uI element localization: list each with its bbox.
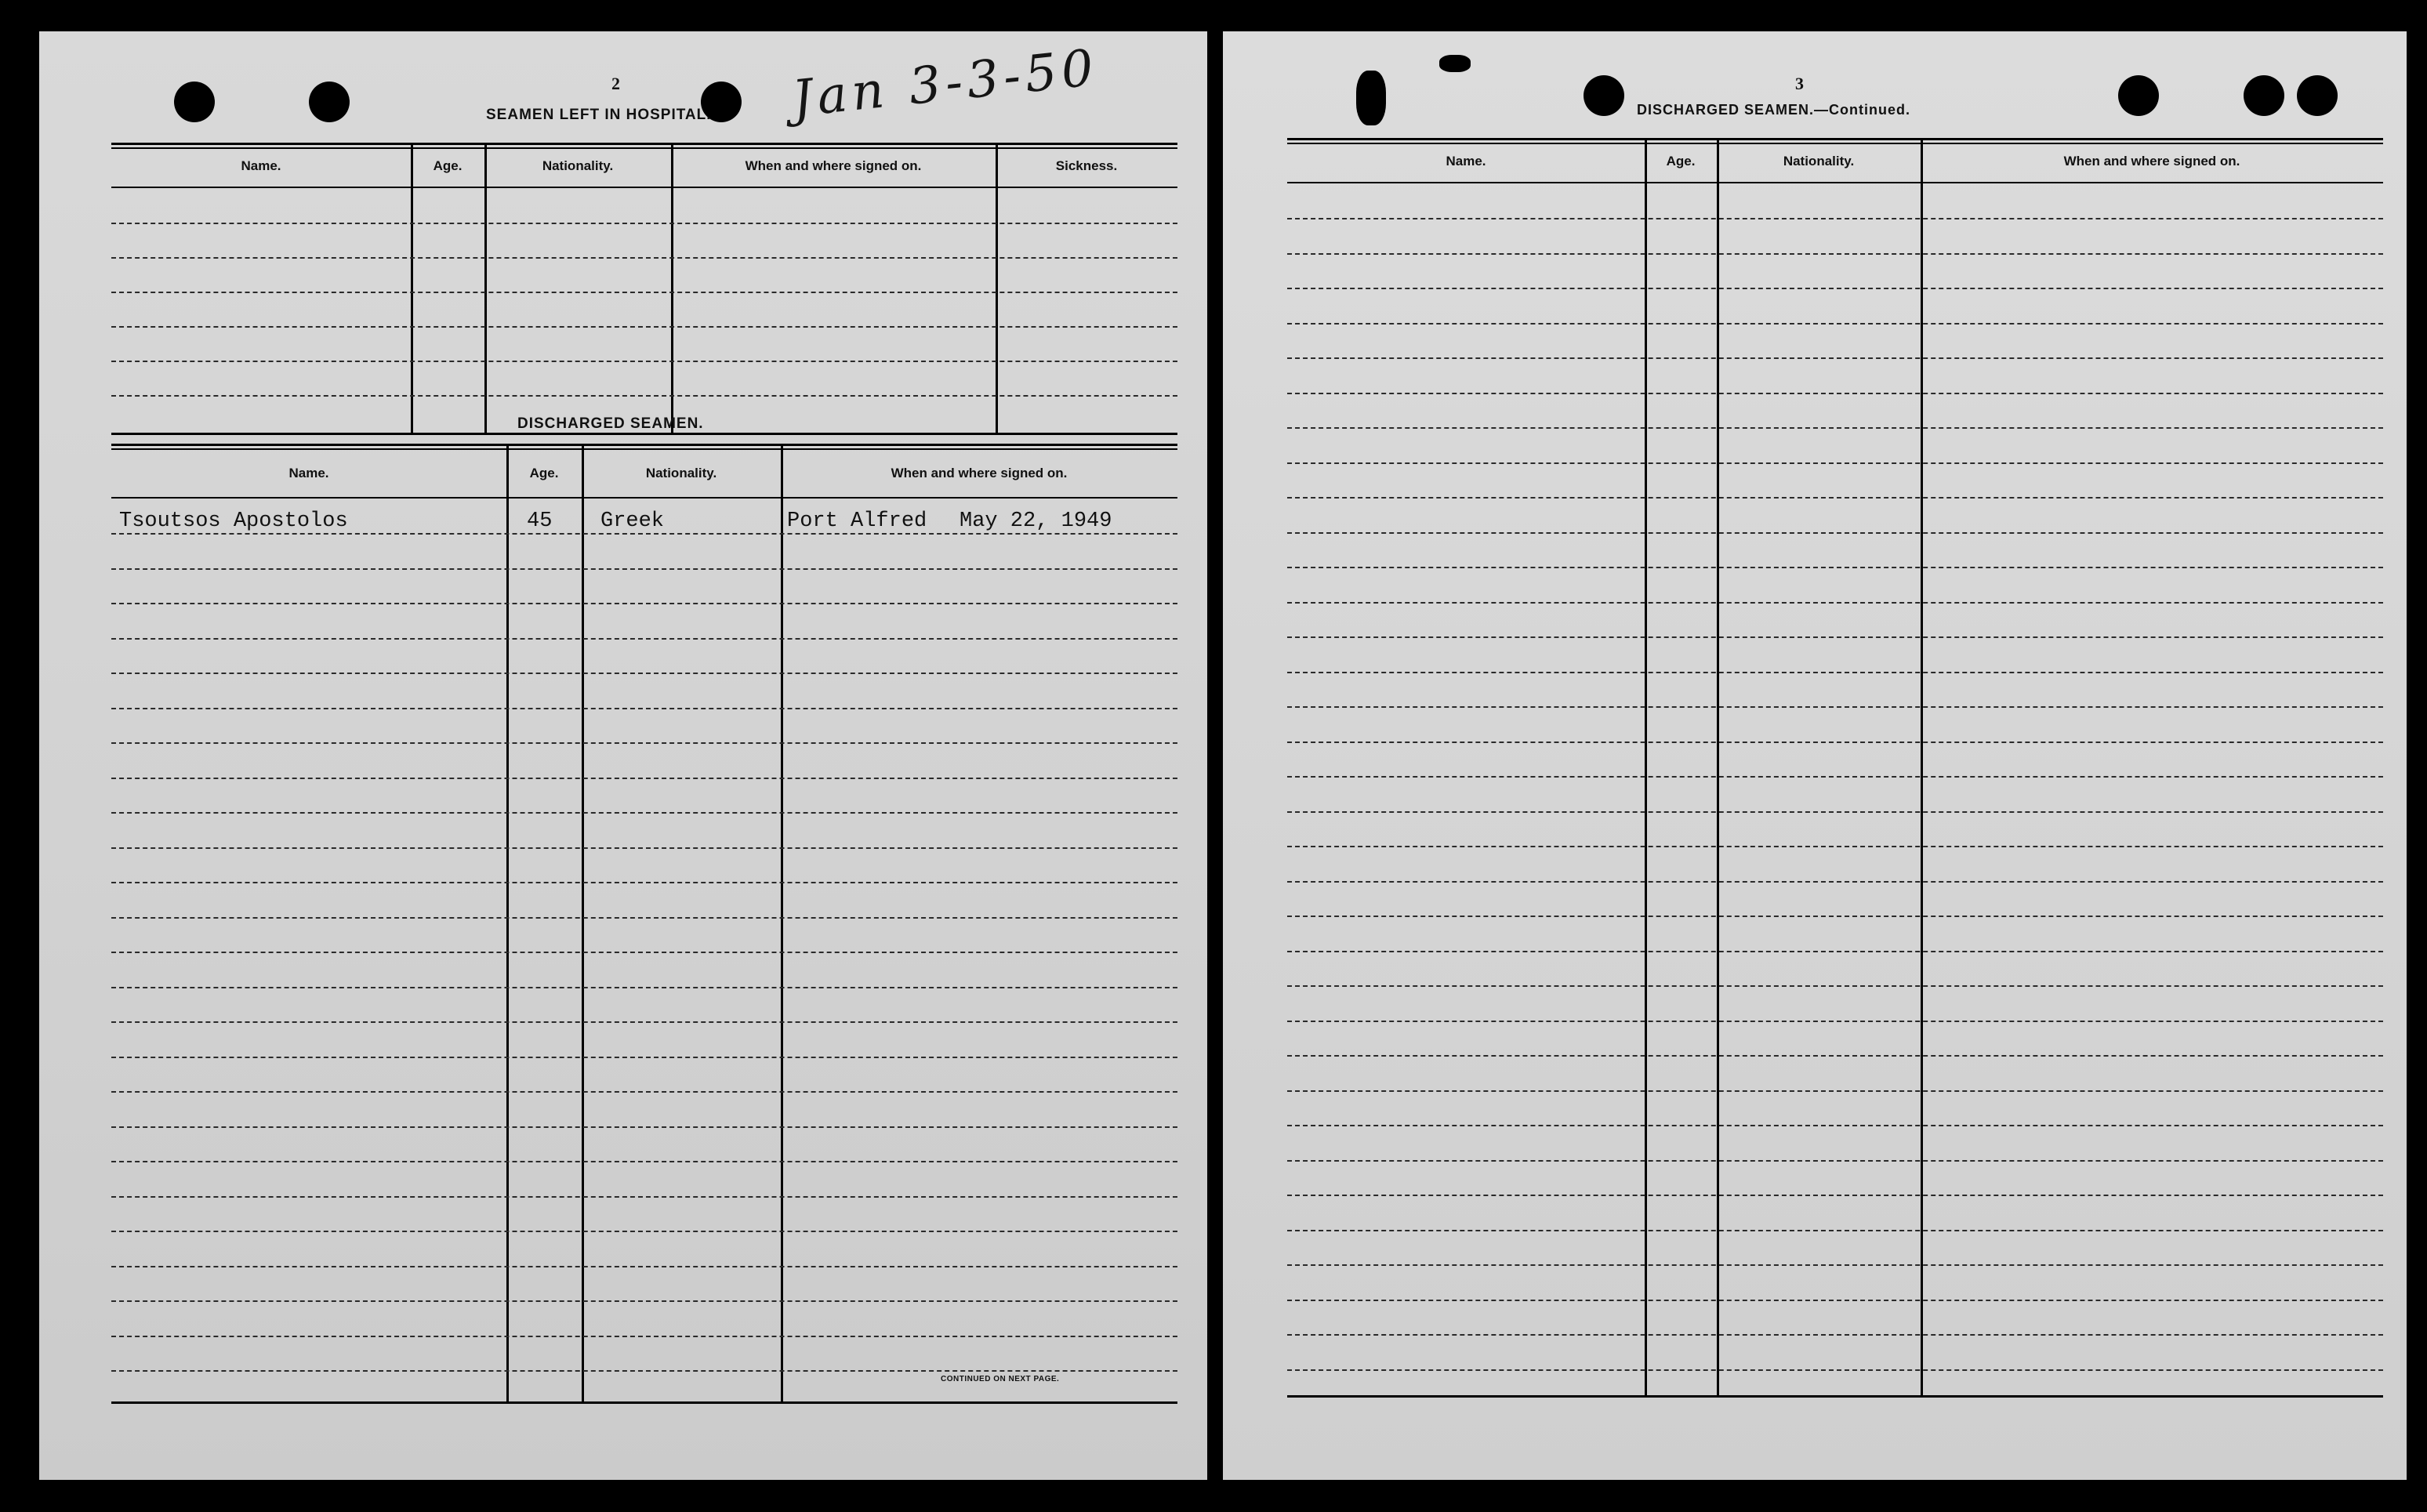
row-rule	[111, 1266, 1177, 1267]
row-rule	[1287, 881, 2383, 883]
discharged-continued-table	[1287, 138, 2383, 1400]
row-rule	[1287, 1090, 2383, 1092]
seaman-name: Tsoutsos Apostolos	[119, 509, 348, 533]
row-rule	[1287, 706, 2383, 708]
row-rule	[1287, 288, 2383, 289]
punch-hole	[2118, 75, 2159, 116]
row-rule	[111, 1300, 1177, 1302]
discharged-section-title: DISCHARGED SEAMEN.	[517, 415, 704, 432]
row-rule	[111, 1336, 1177, 1337]
row-rule	[111, 882, 1177, 883]
row-rule	[1287, 1125, 2383, 1126]
seaman-age: 45	[527, 509, 553, 533]
row-rule	[111, 1196, 1177, 1198]
row-rule	[111, 603, 1177, 604]
discharged-col-age: Age.	[529, 466, 559, 480]
row-rule	[1287, 985, 2383, 987]
punch-hole	[1584, 75, 1624, 116]
row-rule	[1287, 323, 2383, 325]
continued-col-signed-on: When and where signed on.	[2063, 154, 2240, 169]
row-rule	[111, 673, 1177, 674]
ink-smudge	[1439, 55, 1471, 72]
row-rule	[111, 847, 1177, 849]
row-rule	[1287, 951, 2383, 952]
row-rule	[1287, 1230, 2383, 1231]
continued-note: CONTINUED ON NEXT PAGE.	[941, 1375, 1060, 1383]
row-rule	[1287, 741, 2383, 743]
row-rule	[1287, 846, 2383, 847]
row-rule	[1287, 218, 2383, 219]
row-rule	[111, 568, 1177, 570]
hospital-section-title: SEAMEN LEFT IN HOSPITAL.	[486, 107, 712, 123]
row-rule	[1287, 427, 2383, 429]
row-rule	[1287, 916, 2383, 917]
discharged-col-signed-on: When and where signed on.	[891, 466, 1068, 480]
seaman-nationality: Greek	[600, 509, 665, 533]
row-rule	[1287, 1160, 2383, 1162]
handwritten-date: Jan 3-3-50	[789, 38, 1101, 129]
row-rule	[1287, 357, 2383, 359]
punch-hole	[309, 82, 350, 122]
hospital-col-name: Name.	[241, 158, 281, 173]
row-rule	[111, 1126, 1177, 1128]
row-rule	[111, 708, 1177, 709]
row-rule	[111, 917, 1177, 919]
row-rule	[1287, 1334, 2383, 1336]
continued-col-name: Name.	[1446, 154, 1486, 169]
row-rule	[1287, 636, 2383, 638]
row-rule	[111, 987, 1177, 988]
row-rule	[1287, 602, 2383, 604]
hospital-col-nationality: Nationality.	[542, 158, 614, 173]
row-rule	[111, 1057, 1177, 1058]
row-rule	[1287, 1055, 2383, 1057]
row-rule	[1287, 776, 2383, 778]
right-page	[1223, 31, 2407, 1480]
row-rule	[1287, 393, 2383, 394]
seaman-signed-on-date: May 22, 1949	[960, 509, 1112, 533]
row-rule	[1287, 567, 2383, 568]
continued-col-age: Age.	[1666, 154, 1696, 169]
row-rule	[111, 1021, 1177, 1023]
continued-col-nationality: Nationality.	[1783, 154, 1855, 169]
punch-hole	[174, 82, 215, 122]
row-rule	[111, 812, 1177, 814]
hospital-col-sickness: Sickness.	[1055, 158, 1118, 173]
continued-section-title: DISCHARGED SEAMEN.—Continued.	[1637, 102, 1911, 118]
row-rule	[1287, 532, 2383, 534]
row-rule	[1287, 253, 2383, 255]
discharged-col-nationality: Nationality.	[645, 466, 717, 480]
punch-hole	[2244, 75, 2284, 116]
row-rule	[1287, 1264, 2383, 1266]
row-rule	[1287, 1021, 2383, 1022]
seaman-signed-on-place: Port Alfred	[787, 509, 927, 533]
row-rule	[111, 1091, 1177, 1093]
row-rule	[1287, 672, 2383, 673]
row-rule	[111, 742, 1177, 744]
row-rule	[1287, 1369, 2383, 1371]
page-number: 3	[1795, 74, 1804, 93]
row-rule	[1287, 1300, 2383, 1301]
row-rule	[111, 778, 1177, 779]
row-rule	[111, 1231, 1177, 1232]
discharged-col-name: Name.	[288, 466, 329, 480]
left-page	[39, 31, 1207, 1480]
discharged-table	[111, 444, 1177, 1408]
hospital-col-age: Age.	[433, 158, 463, 173]
row-rule	[111, 533, 1177, 535]
row-rule	[1287, 811, 2383, 813]
row-rule	[111, 952, 1177, 953]
hospital-col-signed-on: When and where signed on.	[745, 158, 922, 173]
hospital-table	[111, 143, 1177, 441]
row-rule	[111, 638, 1177, 640]
ink-smudge	[1356, 71, 1386, 125]
page-number: 2	[611, 74, 620, 93]
punch-hole	[2297, 75, 2338, 116]
row-rule	[111, 1370, 1177, 1372]
row-rule	[1287, 462, 2383, 464]
row-rule	[1287, 497, 2383, 499]
row-rule	[111, 1161, 1177, 1162]
row-rule	[1287, 1195, 2383, 1196]
